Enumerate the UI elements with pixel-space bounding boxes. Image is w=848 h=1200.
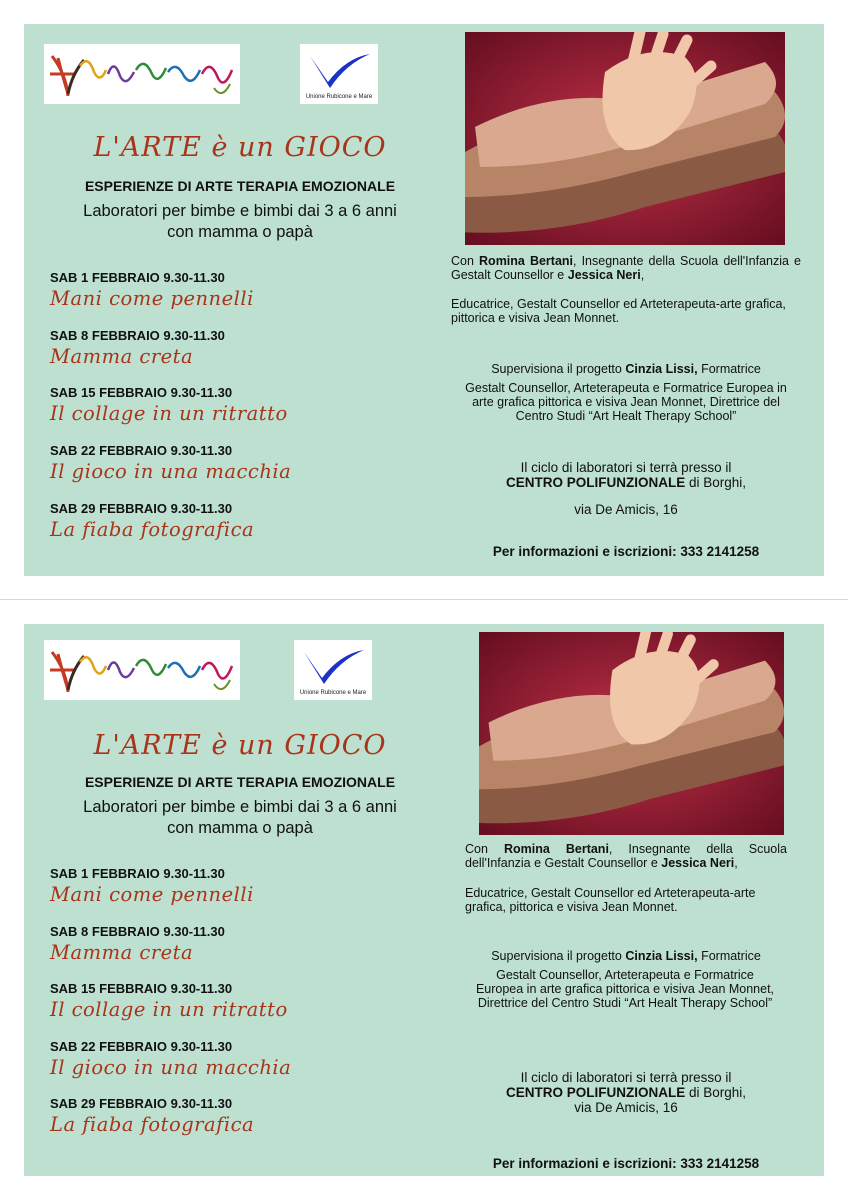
session-title: Il collage in un ritratto — [50, 998, 288, 1021]
supervision-details: Gestalt Counsellor, Arteterapeuta e Formatrice Europea in arte grafica pittorica e visiva Jean Monnet, Direttrice del Centro Studi “Art Healt Therapy School” — [475, 968, 775, 1010]
venue-line-1: Il ciclo di laboratori si terrà presso il — [520, 460, 732, 475]
session-date: SAB 1 FEBBRAIO 9.30-11.30 — [50, 866, 225, 881]
session-item — [50, 385, 288, 425]
team-comma: , — [734, 856, 738, 870]
session-date: SAB 1 FEBBRAIO 9.30-11.30 — [50, 270, 225, 285]
session-date: SAB 29 FEBBRAIO 9.30-11.30 — [50, 1096, 233, 1111]
unione-logo-caption: Unione Rubicone e Mare — [299, 690, 367, 696]
session-item — [50, 1096, 254, 1136]
session-item — [50, 443, 291, 483]
venue-line-1: Il ciclo di laboratori si terrà presso il — [520, 1070, 732, 1085]
description-line-2: con mamma o papà — [167, 223, 313, 241]
artincounselling-logo — [44, 640, 240, 700]
artincounselling-logo — [44, 44, 240, 104]
venue-name: CENTRO POLIFUNZIONALE — [505, 475, 686, 490]
venue-place: di Borghi, — [688, 1085, 747, 1100]
event-title: L'ARTE è un GIOCO — [93, 132, 387, 163]
venue-info — [451, 460, 801, 517]
hands-photo — [479, 632, 784, 835]
event-title: L'ARTE è un GIOCO — [93, 730, 387, 761]
event-description — [40, 797, 440, 839]
team-person-2: Jessica Neri — [567, 268, 641, 282]
session-item — [50, 1039, 291, 1079]
supervision-prefix: Supervisiona il progetto — [491, 362, 622, 376]
flyer-top — [24, 24, 824, 576]
session-title: La fiaba fotografica — [50, 1113, 255, 1136]
team-info — [451, 254, 801, 282]
flyer-bottom — [24, 624, 824, 1176]
session-title: Il collage in un ritratto — [50, 402, 288, 425]
venue-name: CENTRO POLIFUNZIONALE — [505, 1085, 686, 1100]
unione-logo-caption: Unione Rubicone e Mare — [305, 94, 373, 100]
session-title: Il gioco in una macchia — [50, 460, 292, 483]
description-line-1: Laboratori per bimbe e bimbi dai 3 a 6 anni — [83, 202, 397, 220]
session-title: La fiaba fotografica — [50, 518, 255, 541]
venue-address: via De Amicis, 16 — [574, 502, 678, 517]
contact-line: Per informazioni e iscrizioni: 333 2141258 — [492, 544, 760, 559]
supervision-line — [451, 362, 801, 376]
team-info — [465, 842, 787, 870]
supervision-details: Gestalt Counsellor, Arteterapeuta e Formatrice Europea in arte grafica pittorica e visiva Jean Monnet, Direttrice del Centro Studi “Art Healt Therapy School” — [465, 381, 787, 423]
session-item — [50, 981, 288, 1021]
event-description — [40, 201, 440, 243]
description-line-2: con mamma o papà — [167, 819, 313, 837]
team-person-2: Jessica Neri — [661, 856, 735, 870]
session-date: SAB 29 FEBBRAIO 9.30-11.30 — [50, 501, 233, 516]
supervision-suffix: Formatrice — [701, 949, 761, 963]
session-item — [50, 866, 254, 906]
session-date: SAB 22 FEBBRAIO 9.30-11.30 — [50, 443, 233, 458]
session-title: Mamma creta — [50, 941, 194, 964]
unione-rubicone-logo — [294, 640, 372, 700]
venue-info — [465, 1070, 787, 1115]
session-date: SAB 15 FEBBRAIO 9.30-11.30 — [50, 981, 233, 996]
venue-address: via De Amicis, 16 — [574, 1100, 678, 1115]
session-title: Mani come pennelli — [50, 883, 254, 906]
session-item — [50, 328, 225, 368]
team-con: Con — [465, 842, 488, 856]
unione-rubicone-logo — [300, 44, 378, 104]
session-item — [50, 924, 225, 964]
session-title: Il gioco in una macchia — [50, 1056, 292, 1079]
session-date: SAB 22 FEBBRAIO 9.30-11.30 — [50, 1039, 233, 1054]
session-title: Mamma creta — [50, 345, 194, 368]
session-item — [50, 270, 254, 310]
team-comma: , — [640, 268, 645, 282]
event-subtitle: ESPERIENZE DI ARTE TERAPIA EMOZIONALE — [84, 178, 396, 194]
team-con: Con — [451, 254, 474, 268]
contact-line: Per informazioni e iscrizioni: 333 2141258 — [492, 1156, 760, 1171]
session-title: Mani come pennelli — [50, 287, 254, 310]
team-role-1: , Insegnante della Scuola dell'Infanzia e Gestalt Counsellor e — [451, 254, 801, 282]
team-person-1: Romina Bertani — [479, 254, 574, 268]
supervision-suffix: Formatrice — [701, 362, 761, 376]
session-date: SAB 15 FEBBRAIO 9.30-11.30 — [50, 385, 233, 400]
supervision-line — [465, 949, 787, 963]
team-role-2: Educatrice, Gestalt Counsellor ed Arteterapeuta-arte grafica, pittorica e visiva Jean Monnet. — [465, 886, 756, 914]
event-subtitle: ESPERIENZE DI ARTE TERAPIA EMOZIONALE — [84, 774, 396, 790]
session-item — [50, 501, 254, 541]
session-date: SAB 8 FEBBRAIO 9.30-11.30 — [50, 924, 225, 939]
description-line-1: Laboratori per bimbe e bimbi dai 3 a 6 anni — [83, 798, 397, 816]
team-role-1: , Insegnante della Scuola dell'Infanzia e Gestalt Counsellor e — [465, 842, 787, 870]
session-date: SAB 8 FEBBRAIO 9.30-11.30 — [50, 328, 225, 343]
hands-photo — [465, 32, 785, 245]
team-role-2: Educatrice, Gestalt Counsellor ed Arteterapeuta-arte grafica, pittorica e visiva Jean Monnet. — [451, 297, 786, 325]
supervisor-name: Cinzia Lissi, — [625, 949, 698, 963]
page-divider — [0, 599, 848, 600]
supervisor-name: Cinzia Lissi, — [625, 362, 698, 376]
supervision-prefix: Supervisiona il progetto — [491, 949, 622, 963]
team-person-1: Romina Bertani — [503, 842, 609, 856]
venue-place: di Borghi, — [688, 475, 747, 490]
